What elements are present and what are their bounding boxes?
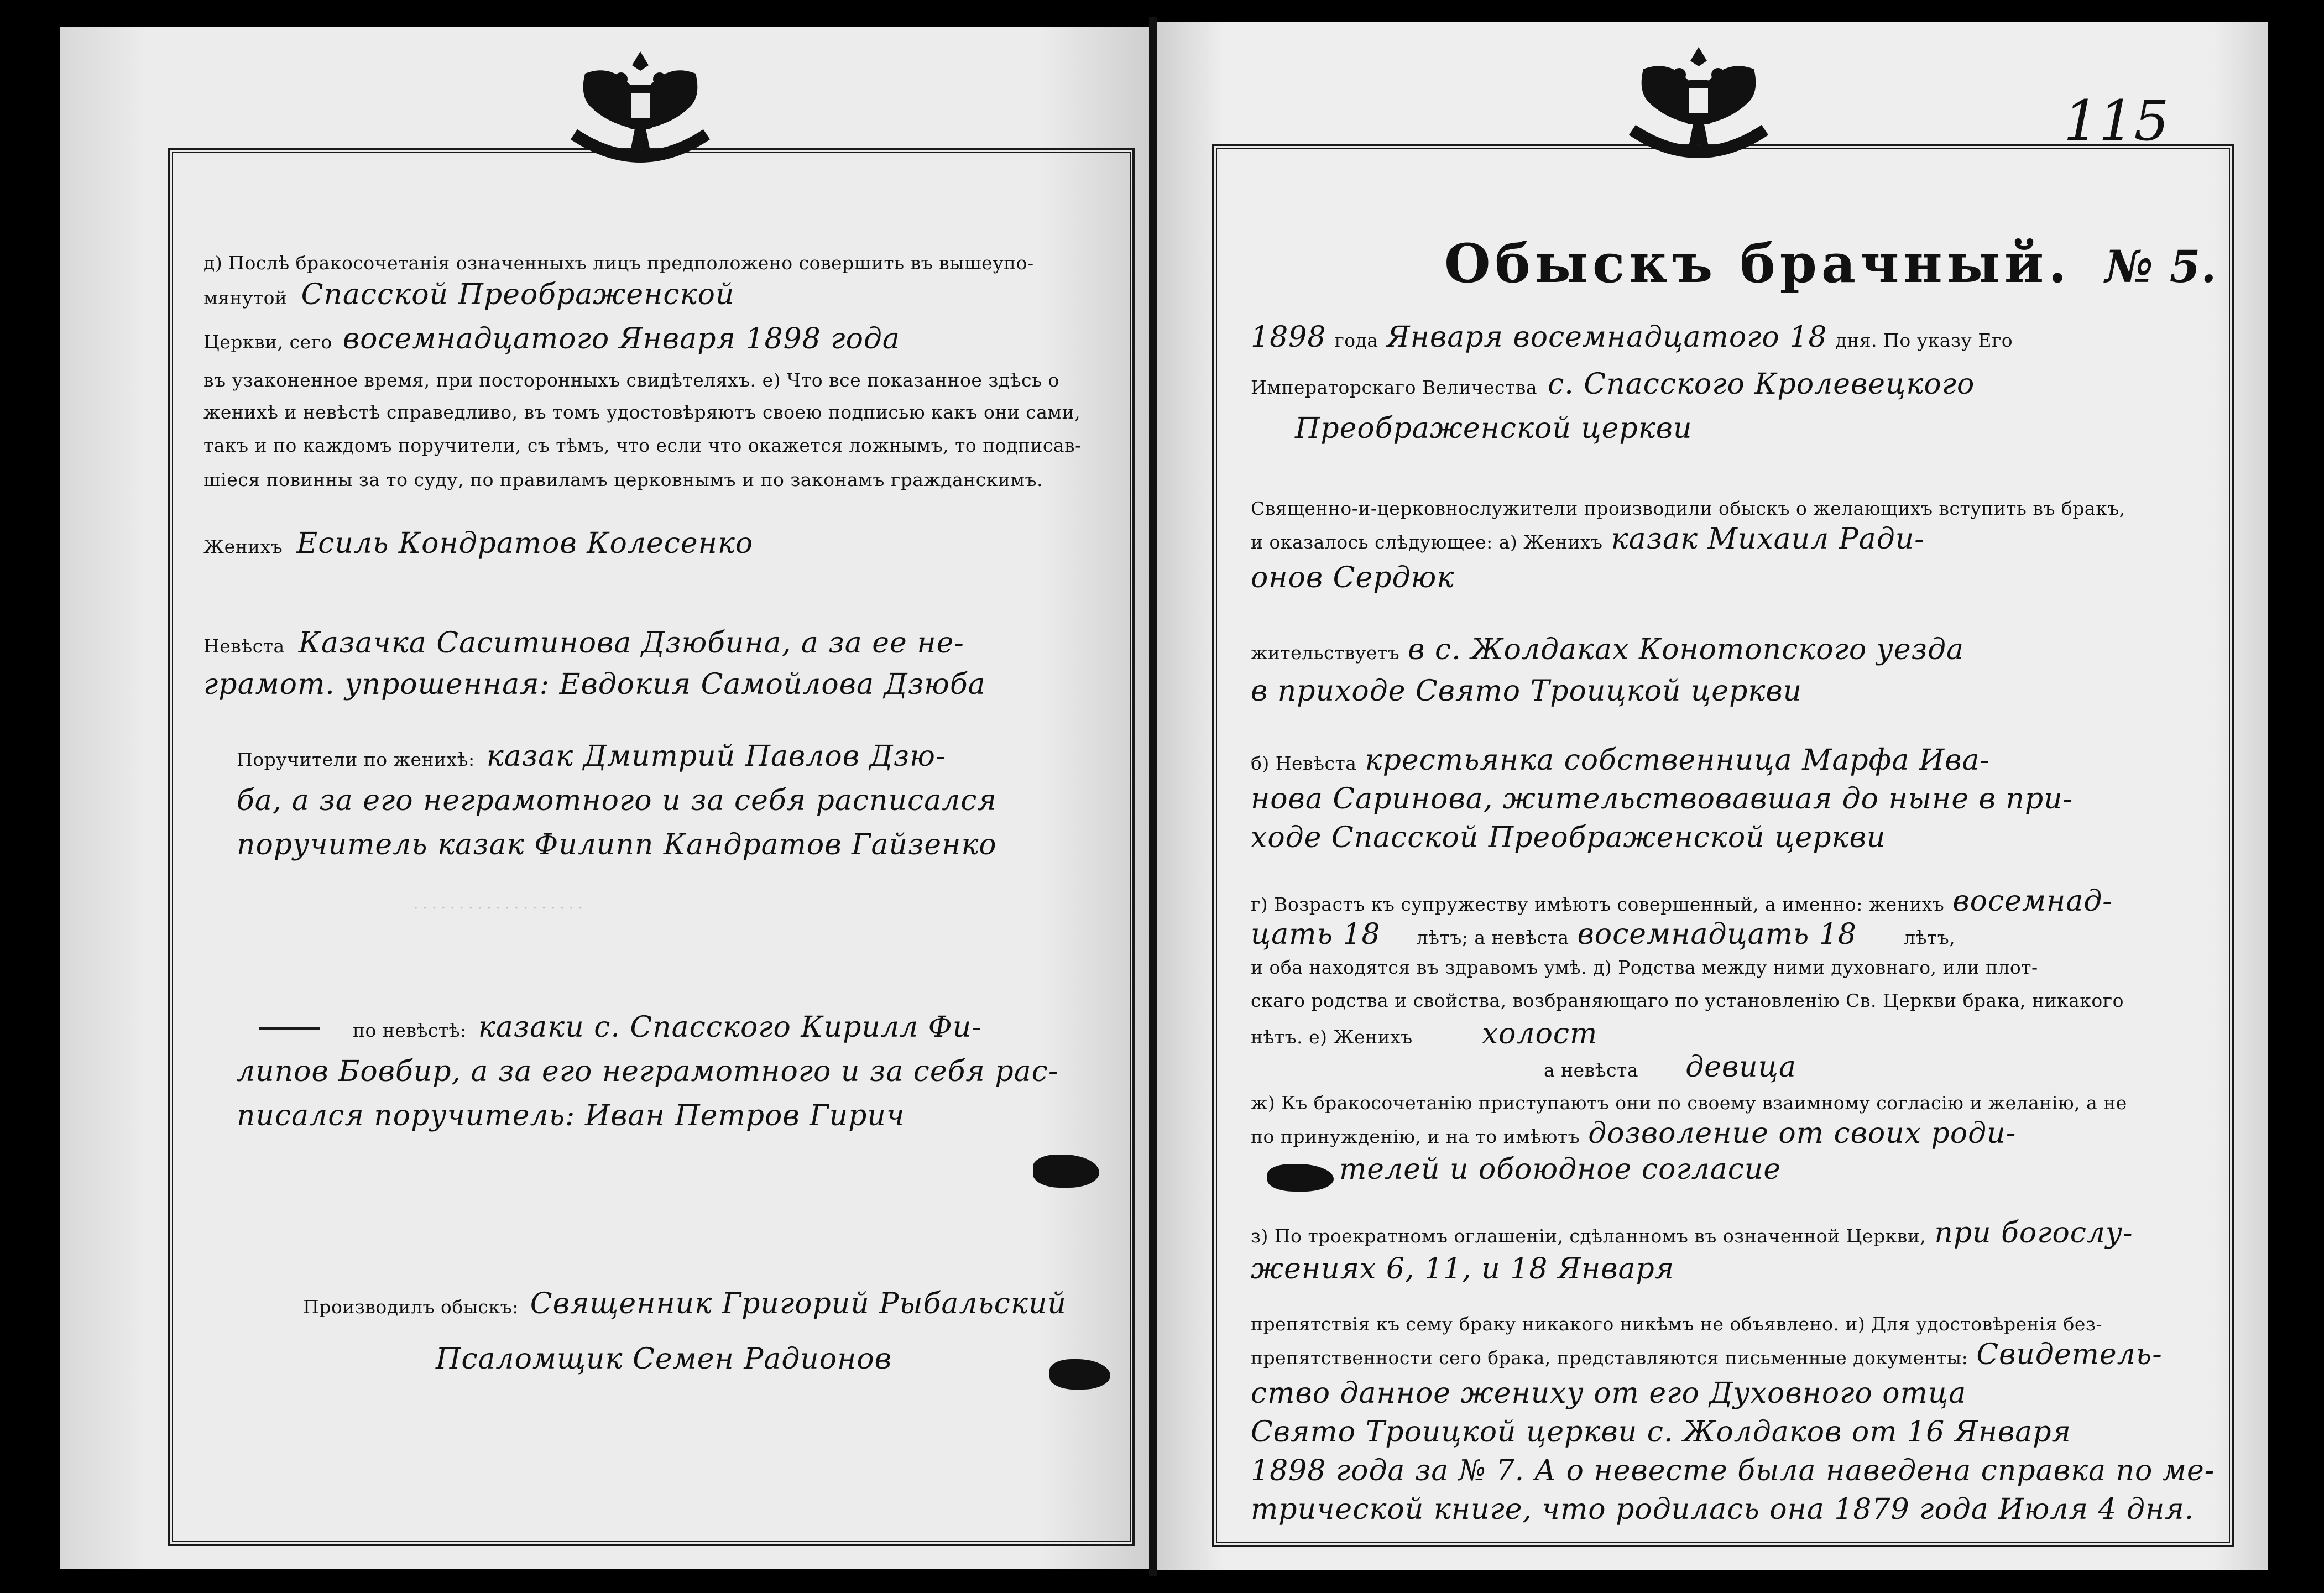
r28-handwritten: трической книге, что родилась она 1879 года Июля 4 дня. bbox=[1251, 1493, 2195, 1526]
left-line-2-printed: мянутой bbox=[203, 287, 288, 309]
r19-handwritten: дозволение от своих роди- bbox=[1588, 1117, 2017, 1150]
r21-handwritten: при богослу- bbox=[1934, 1216, 2133, 1250]
guarantor-bride-line-2: липов Бовбир, а за его неграмотного и за себя рас- bbox=[237, 1055, 1059, 1088]
r23-printed: препятствія къ сему браку никакого никѣмъ не объявлено. и) Для удостовѣренія без- bbox=[1251, 1313, 2103, 1335]
left-page bbox=[60, 27, 1149, 1569]
r24-handwritten: Свидетель- bbox=[1976, 1338, 2163, 1371]
r16-printed: нѣтъ. е) Женихъ bbox=[1251, 1026, 1413, 1048]
r10-handwritten: нова Саринова, жительствовавшая до ныне в при- bbox=[1251, 782, 2074, 816]
ditto-rule bbox=[259, 1027, 320, 1030]
r17-handwritten: девица bbox=[1685, 1051, 1796, 1084]
r14-printed: и оба находятся въ здравомъ умѣ. д) Родства между ними духовнаго, или плот- bbox=[1251, 957, 2038, 978]
r12-handwritten: восемнад- bbox=[1952, 885, 2113, 918]
left-line-3-printed: Церкви, сего bbox=[203, 331, 332, 353]
imperial-eagle-emblem-left bbox=[552, 40, 729, 184]
guarantor-bride-line-1: казаки с. Спасского Кирилл Фи- bbox=[478, 1011, 982, 1044]
investigator-signature-1: Священник Григорий Рыбальский bbox=[530, 1287, 1067, 1320]
r24-printed: препятственности сего брака, представляются письменные документы: bbox=[1251, 1347, 1968, 1369]
page-number: 115 bbox=[2064, 88, 2169, 153]
left-line-4: въ узаконенное время, при посторонныхъ свидѣтеляхъ. е) Что все показанное здѣсь о bbox=[203, 369, 1059, 391]
guarantor-groom-line-2: ба, а за его неграмотного и за себя расписался bbox=[237, 784, 997, 817]
left-line-1: д) Послѣ бракосочетанія означенныхъ лицъ предположено совершить въ вышеупо- bbox=[203, 252, 1034, 274]
r27-handwritten: 1898 года за № 7. А о невесте была наведена справка по ме- bbox=[1251, 1454, 2215, 1487]
r17-printed: а невѣста bbox=[1544, 1059, 1639, 1081]
r1-printed-a: года bbox=[1334, 330, 1378, 351]
groom-signature: Есиль Кондратов Колесенко bbox=[296, 527, 754, 560]
r9-handwritten: крестьянка собственница Марфа Ива- bbox=[1365, 744, 1991, 777]
guarantors-groom-label: Поручители по женихѣ: bbox=[237, 749, 475, 770]
page-title: Обыскъ брачный. bbox=[1444, 232, 2071, 295]
r2-handwritten: с. Спасского Кролевецкого bbox=[1548, 368, 1975, 401]
r1-printed-b: дня. По указу Его bbox=[1835, 330, 2013, 351]
groom-label: Женихъ bbox=[203, 536, 283, 557]
r12-printed: г) Возрастъ къ супружеству имѣютъ совершенный, а именно: женихъ bbox=[1251, 894, 1945, 915]
right-page bbox=[1157, 22, 2268, 1570]
r3-handwritten: Преображенской церкви bbox=[1295, 412, 1693, 445]
r5-printed: и оказалось слѣдующее: а) Женихъ bbox=[1251, 531, 1603, 553]
bleed-through-text: · · · · · · · · · · · · · · · · · · · bbox=[414, 900, 583, 917]
r18-printed: ж) Къ бракосочетанію приступаютъ они по своему взаимному согласію и желанію, а не bbox=[1251, 1092, 2127, 1114]
left-line-2-handwritten: Спасской Преображенской bbox=[301, 278, 735, 311]
r20-handwritten: телей и обоюдное согласие bbox=[1339, 1153, 1782, 1186]
bride-signature-line-2: грамот. упрошенная: Евдокия Самойлова Дзюба bbox=[203, 668, 986, 701]
guarantor-groom-line-1: казак Дмитрий Павлов Дзю- bbox=[486, 740, 946, 773]
r13-printed-b: лѣтъ, bbox=[1904, 927, 1956, 948]
investigator-label: Производилъ обыскъ: bbox=[303, 1296, 519, 1318]
investigator-signature-2: Псаломщик Семен Радионов bbox=[436, 1343, 892, 1376]
bride-signature-line-1: Казачка Саситинова Дзюбина, а за ее не- bbox=[298, 626, 964, 660]
r1-date: Января восемнадцатого 18 bbox=[1386, 321, 1827, 354]
r4-printed: Священно-и-церковнослужители производили обыскъ о желающихъ вступить въ бракъ, bbox=[1251, 498, 2125, 519]
r13-bride-age: восемнадцать 18 bbox=[1577, 918, 1857, 951]
r16-handwritten: холост bbox=[1481, 1017, 1598, 1051]
r13-groom-age: цать 18 bbox=[1251, 918, 1381, 951]
r6-handwritten: онов Сердюк bbox=[1251, 561, 1455, 594]
bride-label: Невѣста bbox=[203, 635, 285, 657]
r9-printed: б) Невѣста bbox=[1251, 753, 1357, 774]
book-spine bbox=[1149, 17, 1157, 1576]
r1-year: 1898 bbox=[1251, 321, 1326, 354]
r5-handwritten: казак Михаил Ради- bbox=[1611, 523, 1925, 556]
r25-handwritten: ство данное жениху от его Духовного отца bbox=[1251, 1377, 1967, 1410]
guarantor-groom-line-3: поручитель казак Филипп Кандратов Гайзенко bbox=[237, 828, 997, 861]
record-number: № 5. bbox=[2104, 241, 2217, 293]
imperial-eagle-emblem-right bbox=[1610, 36, 1787, 180]
r2-printed: Императорскаго Величества bbox=[1251, 377, 1538, 398]
guarantors-bride-label: по невѣстѣ: bbox=[353, 1020, 467, 1041]
r13-printed-a: лѣтъ; а невѣста bbox=[1416, 927, 1569, 948]
r19-printed: по принужденію, и на то имѣютъ bbox=[1251, 1126, 1580, 1147]
guarantor-bride-line-3: писался поручитель: Иван Петров Гирич bbox=[237, 1099, 905, 1132]
left-line-3-handwritten: восемнадцатого Января 1898 года bbox=[342, 322, 900, 356]
r21-printed: з) По троекратномъ оглашеніи, сдѣланномъ въ означенной Церкви, bbox=[1251, 1225, 1926, 1247]
r7-handwritten: в с. Жолдаках Конотопского уезда bbox=[1408, 633, 1964, 666]
r11-handwritten: ходе Спасской Преображенской церкви bbox=[1251, 821, 1886, 854]
r22-handwritten: жениях 6, 11, и 18 Января bbox=[1251, 1252, 1675, 1286]
r26-handwritten: Свято Троицкой церкви с. Жолдаков от 16 Января bbox=[1251, 1416, 2071, 1449]
r7-printed: жительствуетъ bbox=[1251, 642, 1400, 664]
ink-seal-mark-3 bbox=[1267, 1164, 1334, 1192]
left-line-7: шіеся повинны за то суду, по правиламъ церковнымъ и по законамъ гражданскимъ. bbox=[203, 469, 1043, 490]
r8-handwritten: в приходе Свято Троицкой церкви bbox=[1251, 675, 1803, 708]
left-line-6: такъ и по каждомъ поручители, съ тѣмъ, что если что окажется ложнымъ, то подписав- bbox=[203, 435, 1082, 456]
r15-printed: скаго родства и свойства, возбраняющаго по установленію Св. Церкви брака, никакого bbox=[1251, 990, 2124, 1011]
left-line-5: женихѣ и невѣстѣ справедливо, въ томъ удостовѣряютъ своею подписью какъ они сами, bbox=[203, 401, 1081, 423]
